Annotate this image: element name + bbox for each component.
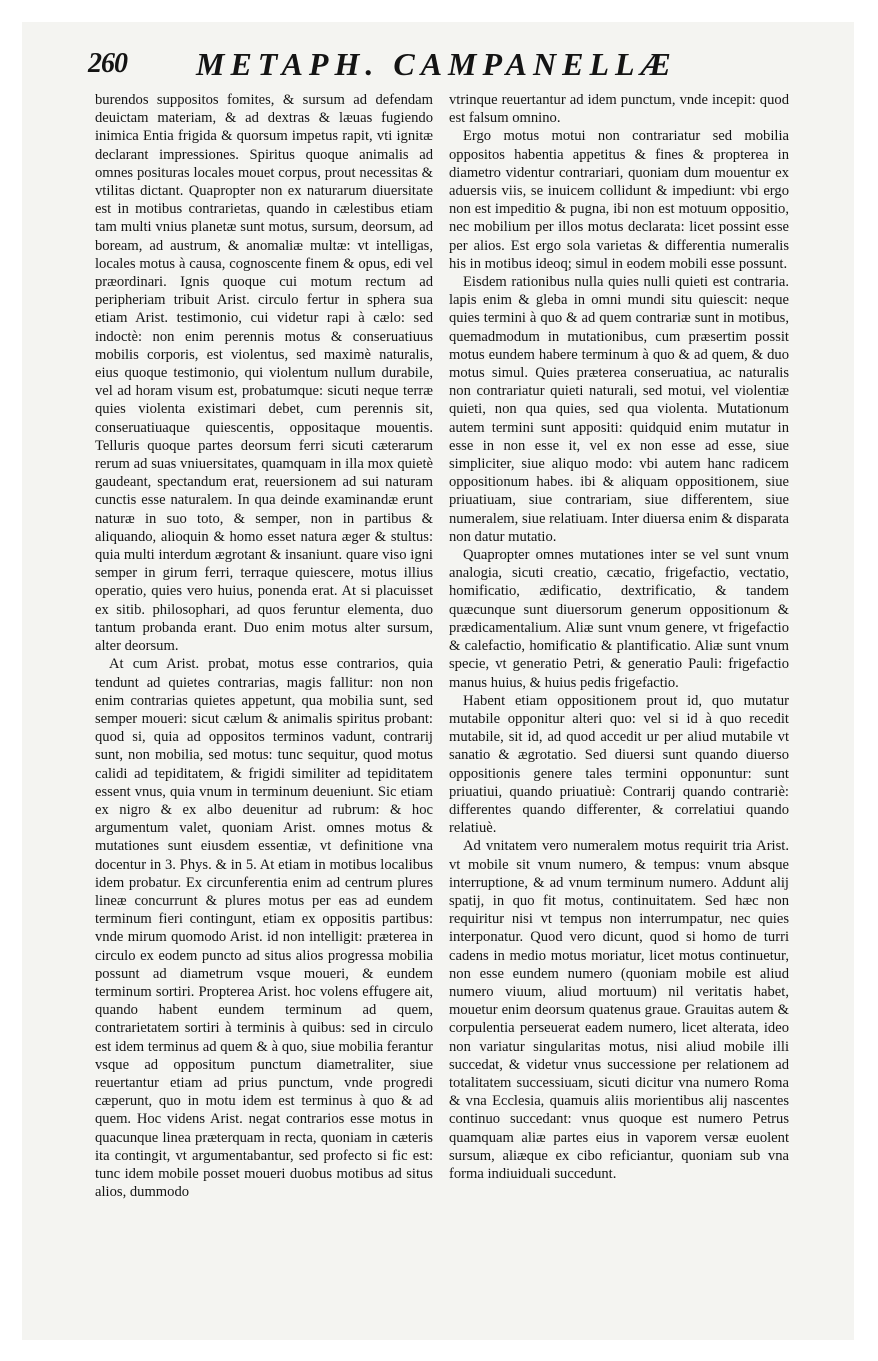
paragraph: Eisdem rationibus nulla quies nulli quieti est contraria. lapis enim & gleba in omni mundi situ quiescit: neque quies termini à quo & ad quem contrariæ sunt in motibus, quemadmodum in mutationibus, cum præsertim possit motus eundem habere terminum à quo & ad quem, & duo motus simul. Quies præterea conseruatiua, ac naturalis non contrariatur quieti naturali, sed motui, vel violentiæ quieti, non qua quies, sed qua violenta. Mutationum autem termini sunt appositi: quidquid enim mutatur in esse in non esse it, vel ex non esse ad esse, siue simpliciter, siue aliquo modo: vbi autem hanc radicem oppositionum habes. ibi & aliquam oppositionem, siue priuatiuam, siue contrariam, siue differentem, siue numeralem, siue relatiuam. Inter diuersa enim & disparata non datur mutatio. bbox=[449, 274, 789, 545]
paragraph: Habent etiam oppositionem prout id, quo mutatur mutabile opponitur alteri quo: vel si id à quo recedit mutabile, sit id, ad quod accedit ur per aliud mutabile vt sanatio & ægrotatio. Sed diuersi sunt quando diuerso oppositionis genere tales termini opponuntur: sunt priuatiui, quando priuatiuè: Contrarij quando contrariè: differentes quando differenter, & correlatiui quando relatiuè. bbox=[449, 692, 789, 837]
paragraph: Ad vnitatem vero numeralem motus requirit tria Arist. vt mobile sit vnum numero, & tempus: vnum absque interruptione, & ad vnum terminum numero. Addunt alij spatij, in quo fit motus, continuitatem. Sed hæc non requiritur nisi vt tempus non interrumpatur, nec quies interponatur. Quod vero dicunt, quod si homo de turri cadens in medio motus moriatur, licet motus continuetur, non esse eundem numero (quoniam mobile est aliud numero viuum, aliud mortuum) nil veritatis habet, mouetur enim deorsum quatenus graue. Grauitas autem & corpulentia perseuerat eadem numero, licet alterata, ideo non variatur singularitas motus, nisi aliud mobile illi succedat, & videtur vnus successione per relationem ad totalitatem successiuam, sicuti dicitur vna numero Roma & vna Ecclesia, quamuis aliis morientibus alij nascentes continuo succedant: vnus quoque est numero Petrus quamquam aliæ partes eius in vaporem versæ euolent sursum, aliæque ex cibo reficiantur, quoniam sub vna forma indiuiduali succedunt. bbox=[449, 838, 789, 1182]
paragraph: burendos suppositos fomites, & sursum ad defendam deuictam materiam, & ad dextras & læuas fugiendo inimica Entia frigida & quorsum impetus rapit, vti ignitæ declarant impressiones. Spiritus quoque animalis ad omnes posituras locales mouet corpus, prout necessitas & vtilitas dictant. Quapropter non ex naturarum diuersitate est in motibus contrarietas, quando in cælestibus etiam tam multi vnius planetæ sunt motus, sursum, deorsum, ad boream, ad austrum, & anomaliæ multæ: vt intelligas, locales motus à causa, cognoscente finem & opus, edi vel præordinari. Ignis quoque cui motum rectum ad peripheriam tribuit Arist. circulo fertur in sphera sua etiam Arist. testimonio, cui videtur rapi à cælo: sed indoctè: non enim perennis motus & conseruatiuus mobilis corporis, est violentus, sed maximè naturalis, eius quoque testimonio, qui violentum nullum durabile, vel ad horam visum est, probatumque: sicuti neque terræ quies violenta existimari debet, cum perennis sit, conseruatiuaque quiescentis, oppositaque mouentis. Telluris quoque partes deorsum ferri sicuti cæterarum rerum ad suas vniuersitates, quamquam in illa mox quietè gaudeant, spectandum erat, reuersionem ad sui naturam cunctis esse naturalem. In qua deinde examinandæ erunt naturæ in suo toto, & semper, non in partibus & aliquando, alioquin & homo esset natura æger & stultus: quia multi interdum ægrotant & insaniunt. quare viso igni semper in girum ferri, terraque quiescere, motus illius operatio, quies vero huius, ponenda erat. At si placuisset ex sitib. philosophari, ad quos feruntur elementa, duo tantum probanda erant. Duo enim motus alter sursum, alter deorsum. bbox=[95, 92, 433, 655]
paragraph: vtrinque reuertantur ad idem punctum, vnde incepit: quod est falsum omnino. bbox=[449, 92, 789, 127]
page-number: 260 bbox=[88, 48, 127, 79]
running-title: METAPH. CAMPANELLÆ bbox=[196, 46, 677, 82]
paragraph: Quapropter omnes mutationes inter se vel sunt vnum analogia, sicuti creatio, cæcatio, frigefactio, vectatio, homificatio, ædificatio, dextrificatio, & tandem quæcunque sunt diuersorum generum oppositionum & prædicamentalium. Aliæ sunt vnum genere, vt frigefactio & calefactio, homificatio & plantificatio. Aliæ sunt vnum specie, vt generatio Petri, & generatio Pauli: frigefactio manus huius, & huius pedis frigefactio. bbox=[449, 547, 789, 691]
left-column bbox=[95, 91, 433, 1201]
page-header bbox=[88, 46, 778, 90]
paragraph: Ergo motus motui non contrariatur sed mobilia oppositos habentia appetitus & fines & propterea in diametro videntur contrariari, quoniam dum mouentur ex aduersis viis, se inuicem collidunt & impediunt: vbi ergo non est impeditio & pugna, ibi non est motuum oppositio, nec mobilium per illos motus declarata: licet possint esse per alios. Est ergo sola varietas & differentia numeralis his in motibus ideoq; simul in eodem mobili esse possunt. bbox=[449, 128, 789, 272]
paragraph: At cum Arist. probat, motus esse contrarios, quia tendunt ad quietes contrarias, magis fallitur: non non enim contrarias quietes appetunt, qua mobilia sunt, sed semper moueri: sicut cælum & animalis spiritus probant: quod si, quia ad oppositos terminos vadunt, contrarij sunt, non mobilia, sed motus: tunc sequitur, quod motus calidi ad tepiditatem, & frigidi similiter ad tepiditatem essent vnus, quia vnum in terminum deueniunt. Sic etiam ex nigro & ex albo deuenitur ad rubrum: & hoc argumentum valet, quoniam Arist. omnes motus & mutationes sunt eiusdem essentiæ, vt definitione vna docentur in 3. Phys. & in 5. At etiam in motibus localibus idem probatur. Ex circunferentia enim ad centrum plures lineæ concurrunt & plures motus per eas ad eundem terminum fieri contingunt, etiam ex oppositis partibus: vnde mirum quomodo Arist. id non intelligit: præterea in circulo ex eodem puncto ad situs alios progressa mobilia possunt ad diametrum vsque moueri, & eundem terminum sortiri. Propterea Arist. hoc volens effugere ait, quando habent eundem terminum ad quem, contrarietatem sortiri à terminis à quibus: sed in circulo est idem terminus ad quem & à quo, siue mobilia ferantur vsque ad oppositum punctum diametraliter, siue reuertantur etiam ad prius punctum, vnde progredi cæperunt, quo in motu idem est terminus à quo & ad quem. Hoc videns Arist. negat contrarios esse motus in quacunque linea præterquam in recta, quoniam in cæteris ita contingit, vt argumentabantur, sed profecto si fic est: tunc idem mobile posset moueri duobus motibus ad situs alios, dummodo bbox=[95, 656, 433, 1201]
right-column bbox=[449, 91, 789, 1183]
